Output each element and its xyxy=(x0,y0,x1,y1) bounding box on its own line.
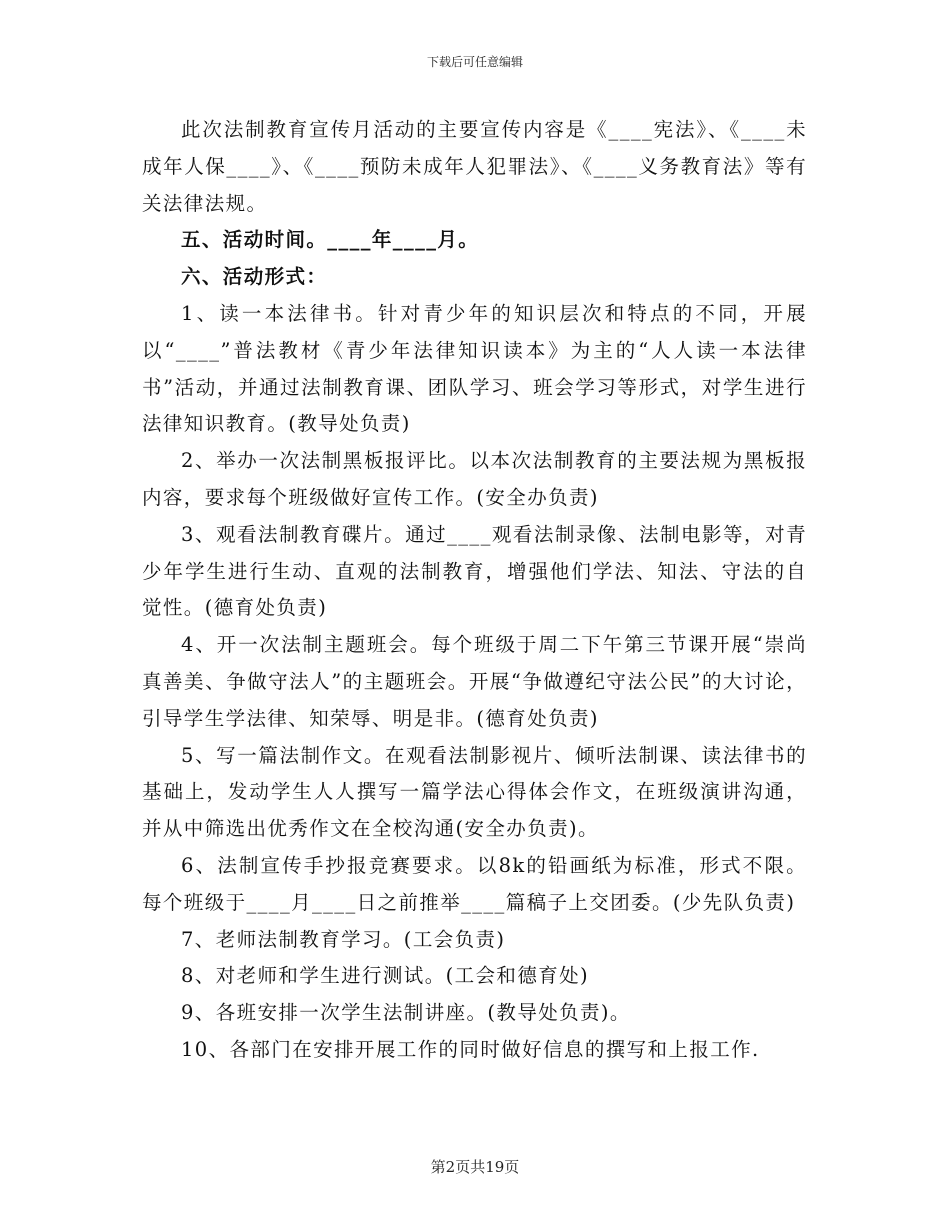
document-body xyxy=(142,112,807,1069)
page-number-footer: 第2页共19页 xyxy=(430,1158,520,1176)
list-item-7: 7、老师法制教育学习。(工会负责) xyxy=(181,927,506,951)
section-heading-activity-form: 六、活动形式： xyxy=(181,265,328,289)
list-item-6: 6、法制宣传手抄报竞赛要求。以8k的铅画纸为标准，形式不限。每个班级于____月____日之前推举____篇稿子上交团委。(少先队负责) xyxy=(142,853,807,914)
list-item-1: 1、读一本法律书。针对青少年的知识层次和特点的不同，开展以“____”普法教材《青少年法律知识读本》为主的“人人读一本法律书”活动，并通过法制教育课、团队学习、班会学习等形式，对学生进行法律知识教育。(教导处负责) xyxy=(142,301,807,436)
list-item-5: 5、写一篇法制作文。在观看法制影视片、倾听法制课、读法律书的基础上，发动学生人人撰写一篇学法心得体会作文，在班级演讲沟通，并从中筛选出优秀作文在全校沟通(安全办负责)。 xyxy=(142,743,807,841)
list-item-8: 8、对老师和学生进行测试。(工会和德育处) xyxy=(181,964,590,988)
list-item-3: 3、观看法制教育碟片。通过____观看法制录像、法制电影等，对青少年学生进行生动、直观的法制教育，增强他们学法、知法、守法的自觉性。(德育处负责) xyxy=(142,522,807,620)
list-item-2: 2、举办一次法制黑板报评比。以本次法制教育的主要法规为黑板报内容，要求每个班级做好宣传工作。(安全办负责) xyxy=(142,449,807,509)
page-header-note: 下载后可任意编辑 xyxy=(426,55,523,69)
list-item-4: 4、开一次法制主题班会。每个班级于周二下午第三节课开展“崇尚真善美、争做守法人”的主题班会。开展“争做遵纪守法公民”的大讨论，引导学生学法律、知荣辱、明是非。(德育处负责) xyxy=(142,633,807,730)
list-item-10: 10、各部门在安排开展工作的同时做好信息的撰写和上报工作. xyxy=(181,1037,760,1061)
section-heading-activity-time: 五、活动时间。____年____月。 xyxy=(181,228,480,252)
list-item-9: 9、各班安排一次学生法制讲座。(教导处负责)。 xyxy=(181,1001,631,1025)
intro-paragraph: 此次法制教育宣传月活动的主要宣传内容是《____宪法》、《____未成年人保____》、《____预防未成年人犯罪法》、《____义务教育法》等有关法律法规。 xyxy=(142,118,807,215)
